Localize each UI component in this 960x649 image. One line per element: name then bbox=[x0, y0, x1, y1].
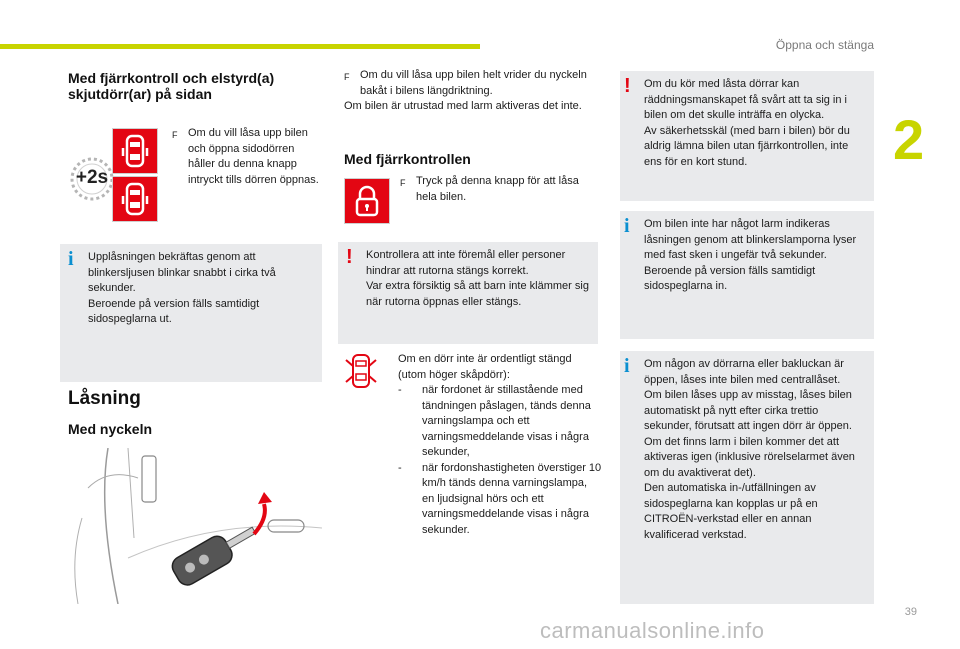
car-door-warning-icon bbox=[344, 352, 378, 392]
heading-with-remote: Med fjärrkontrollen bbox=[344, 151, 471, 167]
unlock-side-door-button-icon bbox=[112, 128, 158, 174]
warning-box-locked-doors bbox=[620, 71, 874, 201]
page-number: 39 bbox=[904, 606, 917, 618]
dash-marker: - bbox=[398, 384, 402, 396]
info-box-unlock-confirm bbox=[60, 244, 322, 382]
bullet-text: Tryck på denna knapp för att låsa hela bilen. bbox=[416, 175, 579, 203]
warning-text: Om du kör med låsta dörrar kan räddningsmanskapet få svårt att ta sig in i bilen om det skulle inträffa en olycka. Av säkerhetsskäl (med barn i bilen) bör du aldrig lämna bilen utan fjärrkontrollen, inte ens för en kort stund. bbox=[644, 78, 850, 168]
padlock-icon bbox=[354, 185, 380, 217]
heading-locking: Låsning bbox=[68, 388, 141, 409]
watermark: carmanualsonline.info bbox=[540, 618, 765, 643]
bullet-marker: F bbox=[400, 178, 406, 188]
bullet-text: Om du vill låsa upp bilen helt vrider du nyckeln bakåt i bilens längdriktning. bbox=[360, 69, 587, 97]
heading-with-key: Med nyckeln bbox=[68, 421, 153, 437]
bullet-lock-with-remote bbox=[400, 174, 596, 205]
bullet-text: Om du vill låsa upp bilen och öppna sidodörren håller du denna knapp intryckt tills dörren öppnas. bbox=[188, 127, 319, 186]
info-icon: i bbox=[624, 355, 630, 377]
car-door-open-icon bbox=[120, 134, 150, 168]
bullet-marker: F bbox=[172, 130, 178, 140]
door-warning-item-text: när fordonshastigheten överstiger 10 km/h tänds denna varningslampa, en ljudsignal hörs och ett varningsmeddelande visas i några sekunder. bbox=[422, 461, 602, 536]
bullet-unlock-side-door bbox=[172, 126, 322, 188]
warning-icon: ! bbox=[624, 75, 631, 97]
info-text: Om någon av dörrarna eller bakluckan är öppen, låses inte bilen med centrallåset. Om bilen låses upp av misstag, låses bilen automatiskt på nytt efter cirka trettio sekunder, förutsatt att ingen dörr är öppen. Om det finns larm i bilen kommer det att aktiveras igen (inklusive rörelselarmet även om du avaktiverat det). Den automatiska in-/utfällningen av sidospeglarna kan kopplas ur på en CITROËN-verkstad eller en annan kvalificerad verkstad. bbox=[644, 358, 855, 541]
info-icon: i bbox=[624, 215, 630, 237]
warning-box-windows bbox=[338, 242, 598, 344]
dash-marker: - bbox=[398, 461, 402, 474]
door-warning-text bbox=[398, 352, 602, 538]
info-icon: i bbox=[68, 248, 74, 270]
unlock-side-door-button-icon-2 bbox=[112, 176, 158, 222]
info-box-central-locking bbox=[620, 351, 874, 604]
key-in-door-illustration bbox=[68, 448, 322, 604]
chapter-number: 2 bbox=[893, 108, 925, 171]
bullet-unlock-with-key bbox=[344, 68, 594, 99]
key-door-illustration-icon bbox=[68, 448, 322, 604]
door-warning-item bbox=[398, 383, 602, 461]
bullet-marker: F bbox=[344, 72, 350, 82]
info-text: Upplåsningen bekräftas genom att blinkersljusen blinkar snabbt i cirka två sekunder. Beroende på version fälls samtidigt sidospeglarna ut. bbox=[88, 251, 276, 325]
door-open-warning-lamp bbox=[344, 352, 378, 392]
warning-icon: ! bbox=[346, 246, 353, 268]
info-box-no-alarm bbox=[620, 211, 874, 339]
door-warning-item bbox=[398, 461, 602, 539]
door-warning-intro: Om en dörr inte är ordentligt stängd (utom höger skåpdörr): bbox=[398, 353, 572, 381]
lock-button-icon bbox=[344, 178, 390, 224]
top-accent-bar bbox=[0, 44, 480, 49]
door-warning-item-text: när fordonet är stillastående med tändningen påslagen, tänds denna varningslampa och ett varningsmeddelande visas i några sekunder, bbox=[422, 384, 591, 458]
hold-badge bbox=[68, 155, 116, 203]
info-text: Om bilen inte har något larm indikeras låsningen genom att blinkerslamporna lyser med fast sken i ungefär två sekunder. Beroende på version fälls samtidigt sidospeglarna in. bbox=[644, 218, 857, 292]
heading-remote-sliding-doors: Med fjärrkontroll och elstyrd(a) skjutdörr(ar) på sidan bbox=[68, 70, 275, 102]
car-door-open-icon bbox=[120, 182, 150, 216]
alarm-note: Om bilen är utrustad med larm aktiveras det inte. bbox=[344, 100, 582, 112]
section-title: Öppna och stänga bbox=[775, 38, 874, 52]
hold-badge-label: +2s bbox=[75, 167, 109, 188]
warning-text: Kontrollera att inte föremål eller personer hindrar att rutorna stängs korrekt. Var extra försiktig så att barn inte klämmer sig när rutorna öppnas eller stängs. bbox=[366, 249, 589, 308]
